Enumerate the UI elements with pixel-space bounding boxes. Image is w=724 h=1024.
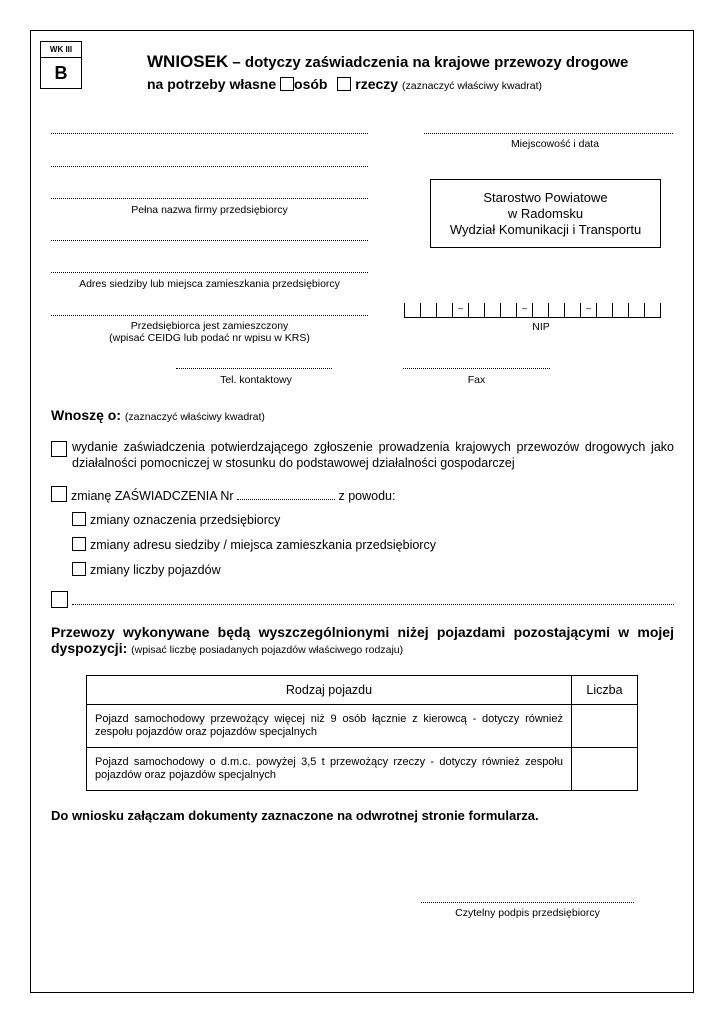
option-issue-text: wydanie zaświadczenia potwierdzającego zgłoszenie prowadzenia krajowych przewozów drogowych jako działalności pomocniczej w stosunku do podstawowej działalności gospodarczej bbox=[72, 440, 674, 470]
field-line-1[interactable] bbox=[51, 133, 368, 134]
company-name-field[interactable] bbox=[51, 198, 368, 199]
checkbox-reason-name[interactable] bbox=[72, 512, 86, 526]
table-header-row bbox=[87, 676, 638, 705]
title-hint: (zaznaczyć właściwy kwadrat) bbox=[401, 80, 543, 92]
nip-separator: – bbox=[580, 303, 596, 318]
vehicle-count-cell[interactable] bbox=[572, 705, 638, 748]
address-caption: Adres siedziby lub miejsca zamieszkania przedsiębiorcy bbox=[79, 278, 340, 290]
checkbox-reason-vehicles[interactable] bbox=[72, 562, 86, 576]
reason-vehicles-text: zmiany liczby pojazdów bbox=[90, 563, 221, 577]
office-line-3: Wydział Komunikacji i Transportu bbox=[449, 222, 642, 237]
nip-separator: – bbox=[516, 303, 532, 318]
signature-caption: Czytelny podpis przedsiębiorcy bbox=[455, 907, 600, 919]
nip-digit[interactable] bbox=[436, 303, 452, 318]
checkbox-change[interactable] bbox=[51, 486, 67, 502]
signature-field[interactable] bbox=[421, 902, 634, 903]
nip-digit[interactable] bbox=[564, 303, 580, 318]
form-subtitle bbox=[147, 76, 542, 92]
checkbox-goods[interactable] bbox=[337, 77, 351, 91]
nip-digit[interactable] bbox=[628, 303, 644, 318]
col-header-count: Liczba bbox=[572, 676, 638, 705]
request-hint: (zaznaczyć właściwy kwadrat) bbox=[124, 411, 265, 423]
title-rest: dotyczy zaświadczenia na krajowe przewozy drogowe bbox=[244, 54, 629, 71]
nip-digit[interactable] bbox=[420, 303, 436, 318]
nip-separator: – bbox=[452, 303, 468, 318]
table-row bbox=[87, 705, 638, 748]
vehicles-heading-text: Przewozy wykonywane będą wyszczególnionymi niżej pojazdami pozostającymi w mojej dyspozycji: bbox=[51, 624, 674, 656]
vehicles-heading bbox=[51, 624, 674, 658]
checkbox-issue[interactable] bbox=[51, 441, 67, 457]
nip-digit[interactable] bbox=[532, 303, 548, 318]
company-name-caption: Pełna nazwa firmy przedsiębiorcy bbox=[131, 204, 288, 216]
fax-caption: Fax bbox=[467, 374, 486, 386]
form-title bbox=[147, 52, 628, 72]
nip-digit[interactable] bbox=[548, 303, 564, 318]
registry-caption-2: (wpisać CEIDG lub podać nr wpisu w KRS) bbox=[109, 332, 310, 344]
field-line-4[interactable] bbox=[51, 240, 368, 241]
reason-name-text: zmiany oznaczenia przedsiębiorcy bbox=[90, 513, 281, 527]
checkbox-people[interactable] bbox=[280, 77, 294, 91]
option-issue bbox=[51, 439, 674, 471]
reason-name bbox=[72, 512, 280, 528]
nip-digit[interactable] bbox=[404, 303, 420, 318]
title-dash: – bbox=[228, 54, 245, 71]
nip-digit[interactable] bbox=[596, 303, 612, 318]
nip-caption: NIP bbox=[532, 321, 550, 333]
registry-field[interactable] bbox=[51, 315, 368, 316]
vehicle-count-cell[interactable] bbox=[572, 748, 638, 791]
field-line-2[interactable] bbox=[51, 166, 368, 167]
nip-digit[interactable] bbox=[500, 303, 516, 318]
fax-field[interactable] bbox=[403, 368, 550, 369]
option-change-suffix: z powodu: bbox=[338, 489, 396, 503]
label-people: osób bbox=[294, 76, 328, 92]
option-change bbox=[51, 486, 395, 504]
checkbox-reason-address[interactable] bbox=[72, 537, 86, 551]
place-date-caption: Miejscowość i data bbox=[510, 138, 600, 150]
form-code: WK III bbox=[41, 42, 81, 58]
form-code-badge bbox=[40, 41, 82, 89]
office-line-2: w Radomsku bbox=[507, 206, 584, 221]
vehicles-table bbox=[86, 675, 638, 791]
office-address-box bbox=[430, 179, 661, 248]
col-header-type: Rodzaj pojazdu bbox=[87, 676, 572, 705]
vehicle-type-cell: Pojazd samochodowy przewożący więcej niż 9 osób łącznie z kierowcą - dotyczy również zespołu pojazdów oraz pojazdów specjalnych bbox=[87, 705, 572, 748]
office-line-1: Starostwo Powiatowe bbox=[483, 190, 608, 205]
nip-grid-end bbox=[660, 303, 661, 318]
address-field[interactable] bbox=[51, 272, 368, 273]
request-heading-text: Wnoszę o: bbox=[51, 407, 121, 423]
certificate-number-field[interactable] bbox=[237, 489, 335, 500]
phone-caption: Tel. kontaktowy bbox=[220, 374, 292, 386]
nip-digit[interactable] bbox=[484, 303, 500, 318]
registry-caption-1: Przedsiębiorca jest zamieszczony bbox=[130, 320, 289, 332]
nip-digit[interactable] bbox=[468, 303, 484, 318]
label-goods: rzeczy bbox=[355, 76, 399, 92]
subtitle-text: na potrzeby własne bbox=[147, 76, 277, 92]
other-reason-field[interactable] bbox=[72, 604, 674, 605]
reason-address bbox=[72, 537, 436, 553]
option-change-prefix: zmianę ZAŚWIADCZENIA Nr bbox=[71, 489, 234, 503]
request-heading bbox=[51, 407, 265, 423]
vehicle-type-cell: Pojazd samochodowy o d.m.c. powyżej 3,5 t przewożący rzeczy - dotyczy również zespołu pojazdów oraz pojazdów specjalnych bbox=[87, 748, 572, 791]
form-letter: B bbox=[54, 63, 68, 83]
reason-address-text: zmiany adresu siedziby / miejsca zamieszkania przedsiębiorcy bbox=[90, 538, 436, 552]
table-row bbox=[87, 748, 638, 791]
vehicles-hint: (wpisać liczbę posiadanych pojazdów właściwego rodzaju) bbox=[131, 644, 404, 656]
title-main: WNIOSEK bbox=[147, 52, 229, 71]
reason-vehicles bbox=[72, 562, 221, 578]
attachments-note: Do wniosku załączam dokumenty zaznaczone na odwrotnej stronie formularza. bbox=[51, 808, 539, 823]
nip-digit[interactable] bbox=[644, 303, 660, 318]
phone-field[interactable] bbox=[176, 368, 332, 369]
checkbox-other[interactable] bbox=[51, 591, 68, 608]
nip-digit[interactable] bbox=[612, 303, 628, 318]
place-date-field[interactable] bbox=[424, 133, 673, 134]
